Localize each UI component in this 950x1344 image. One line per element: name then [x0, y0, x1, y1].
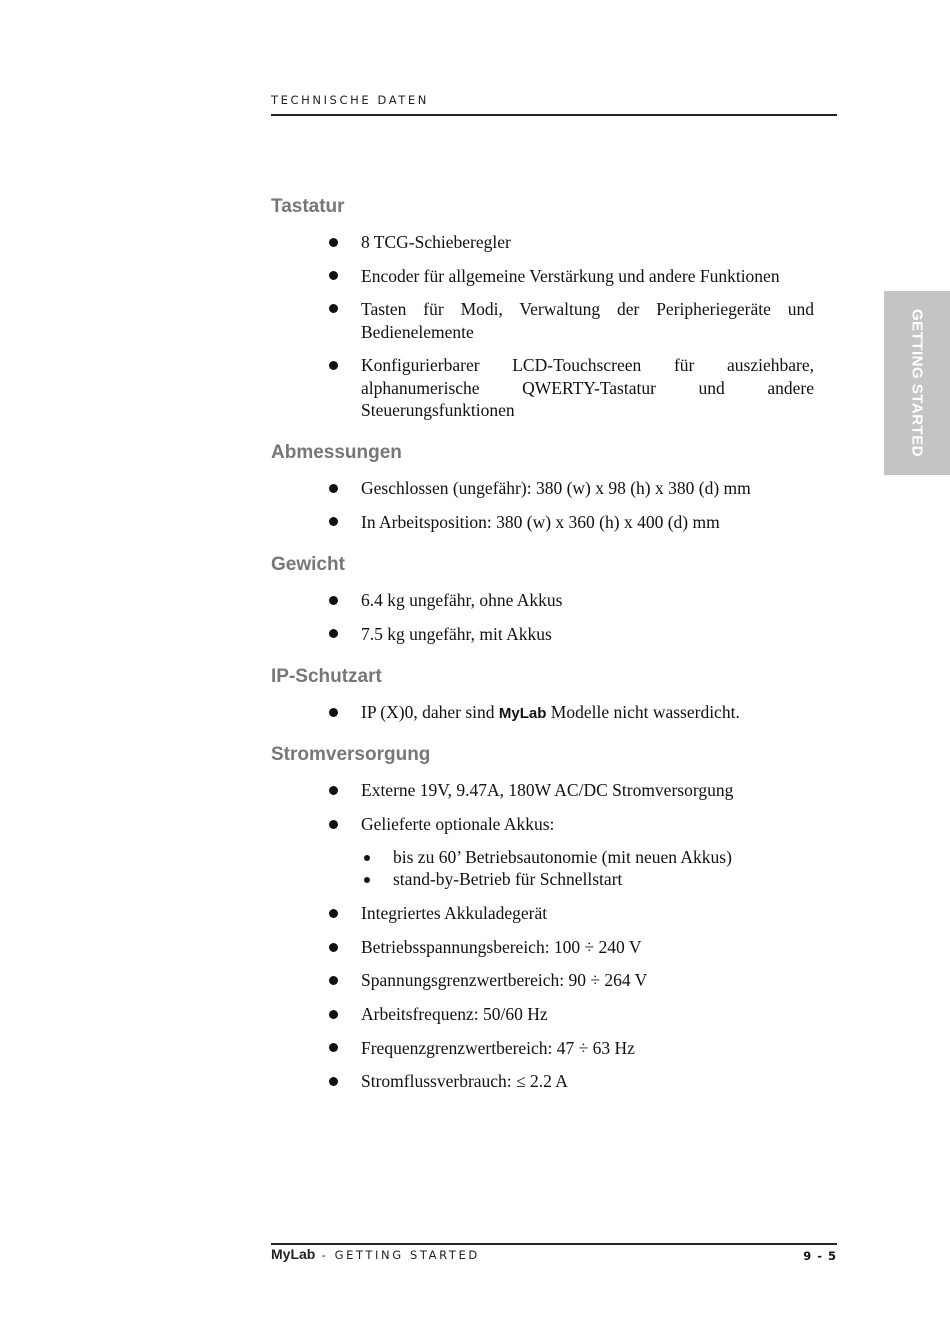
footer-divider: [271, 1243, 837, 1245]
bullet-icon: [329, 708, 338, 717]
bullet-icon: [329, 596, 338, 605]
bullet-icon: [329, 1043, 338, 1052]
bullet-icon: [329, 238, 338, 247]
running-header: TECHNISCHE DATEN: [271, 93, 429, 107]
ip-text-end: Modelle nicht wasserdicht.: [546, 702, 740, 722]
list-item: Spannungsgrenzwertbereich: 90 ÷ 264 V: [361, 970, 648, 990]
side-tab: [884, 291, 950, 475]
footer-brand: MyLab: [271, 1246, 316, 1262]
bullet-icon: [329, 820, 338, 829]
sub-bullet-icon: [364, 877, 370, 883]
list-item: In Arbeitsposition: 380 (w) x 360 (h) x 400 (d) mm: [361, 512, 720, 532]
list-item: Externe 19V, 9.47A, 180W AC/DC Stromversorgung: [361, 780, 734, 800]
section-title-tastatur: Tastatur: [271, 196, 345, 217]
list-item: 6.4 kg ungefähr, ohne Akkus: [361, 590, 563, 610]
list-item: Tasten für Modi, Verwaltung der Peripheriegeräte und Bedienelemente: [361, 299, 814, 342]
running-footer: [271, 1246, 480, 1262]
header-divider: [271, 114, 837, 116]
list-item: Arbeitsfrequenz: 50/60 Hz: [361, 1004, 548, 1024]
bullet-icon: [329, 943, 338, 952]
footer-text: - GETTING STARTED: [315, 1248, 480, 1262]
sub-bullet-icon: [364, 855, 370, 861]
list-item: 7.5 kg ungefähr, mit Akkus: [361, 624, 552, 644]
mylab-brand: MyLab: [498, 705, 547, 722]
list-item: Konfigurierbarer LCD-Touchscreen für ausziehbare, alphanumerische QWERTY-Tastatur und andere Steuerungsfunktionen: [361, 355, 814, 420]
list-item: Frequenzgrenzwertbereich: 47 ÷ 63 Hz: [361, 1038, 635, 1058]
section-title-gewicht: Gewicht: [271, 554, 345, 575]
side-tab-label: GETTING STARTED: [908, 308, 926, 458]
section-title-stromversorgung: Stromversorgung: [271, 744, 431, 765]
sub-list-item: stand-by-Betrieb für Schnellstart: [393, 869, 623, 889]
bullet-icon: [329, 909, 338, 918]
bullet-icon: [329, 304, 338, 313]
bullet-icon: [329, 271, 338, 280]
bullet-icon: [329, 517, 338, 526]
page-number: 9 - 5: [803, 1249, 837, 1263]
bullet-icon: [329, 1010, 338, 1019]
bullet-icon: [329, 786, 338, 795]
list-item: Betriebsspannungsbereich: 100 ÷ 240 V: [361, 937, 642, 957]
sub-list-item: bis zu 60’ Betriebsautonomie (mit neuen Akkus): [393, 847, 732, 867]
list-item: Integriertes Akkuladegerät: [361, 903, 548, 923]
list-item: Gelieferte optionale Akkus:: [361, 814, 555, 834]
bullet-icon: [329, 361, 338, 370]
list-item: Stromflussverbrauch: ≤ 2.2 A: [361, 1071, 568, 1091]
ip-text-start: IP (X)0, daher sind: [361, 702, 499, 722]
section-title-ip-schutzart: IP-Schutzart: [271, 666, 382, 687]
list-item: [361, 701, 814, 726]
list-item: 8 TCG-Schieberegler: [361, 232, 511, 252]
bullet-icon: [329, 629, 338, 638]
bullet-icon: [329, 976, 338, 985]
bullet-icon: [329, 484, 338, 493]
list-item: Encoder für allgemeine Verstärkung und andere Funktionen: [361, 266, 780, 286]
list-item: Geschlossen (ungefähr): 380 (w) x 98 (h) x 380 (d) mm: [361, 478, 751, 498]
section-title-abmessungen: Abmessungen: [271, 442, 402, 463]
bullet-icon: [329, 1077, 338, 1086]
